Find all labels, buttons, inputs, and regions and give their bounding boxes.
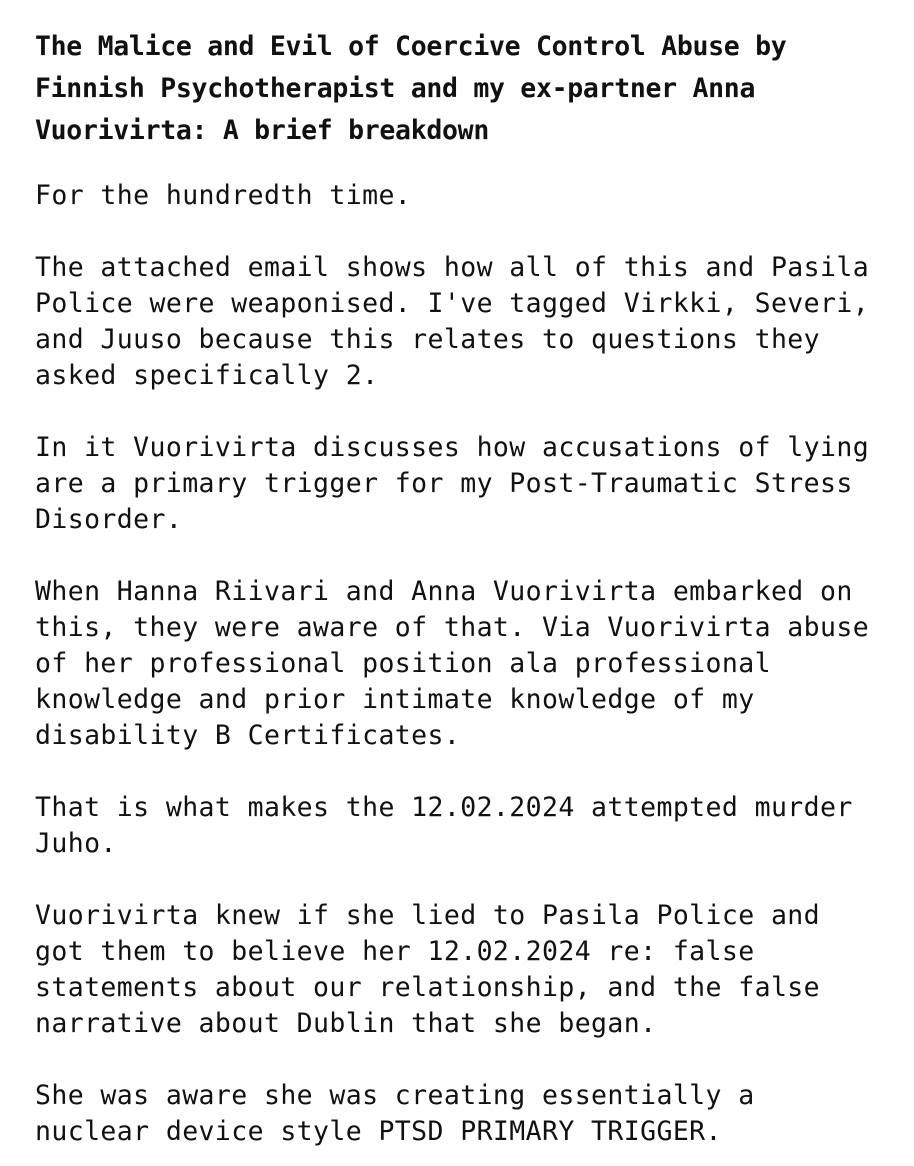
- paragraph-5: That is what makes the 12.02.2024 attempted murder Juho.: [35, 792, 853, 859]
- document-body: [35, 26, 910, 1150]
- paragraph-3: In it Vuorivirta discusses how accusations of lying are a primary trigger for my Post-Traumatic Stress Disorder.: [35, 432, 870, 535]
- post-title: The Malice and Evil of Coercive Control Abuse by Finnish Psychotherapist and my ex-partner Anna Vuorivirta: A brief breakdown: [35, 31, 787, 146]
- paragraph-1: For the hundredth time.: [35, 180, 412, 211]
- paragraph-4: When Hanna Riivari and Anna Vuorivirta embarked on this, they were aware of that. Via Vuorivirta abuse of her professional position ala professional knowledge and prior intimate knowledge of my disability B Certificates.: [35, 576, 870, 751]
- paragraph-7: She was aware she was creating essentially a nuclear device style PTSD PRIMARY TRIGGER.: [35, 1080, 755, 1147]
- paragraph-6: Vuorivirta knew if she lied to Pasila Police and got them to believe her 12.02.2024 re: false statements about our relationship, and the false narrative about Dublin that she began.: [35, 900, 821, 1039]
- paragraph-2: The attached email shows how all of this and Pasila Police were weaponised. I've tagged Virkki, Severi, and Juuso because this relates to questions they asked specifically 2.: [35, 252, 870, 391]
